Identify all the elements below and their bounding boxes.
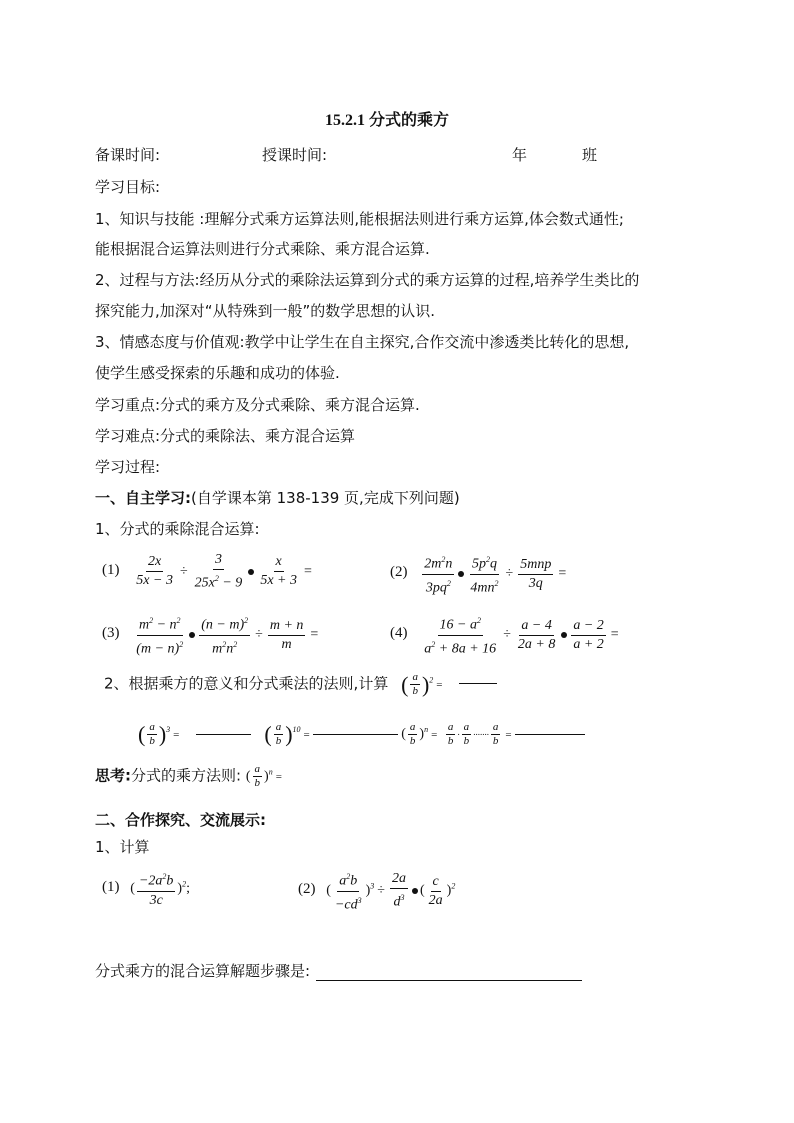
calc-2-formula: ( $\frac{a^2b}{-cd^3}$ )$^3$ ÷ $\frac{2a}{d^3}$ ( $\frac{c}{2a}$ )$^2$	[326, 883, 455, 898]
section2-heading: 二、合作探究、交流展示:	[95, 811, 266, 829]
tenth-power-answer-blank[interactable]	[313, 734, 398, 735]
expr-1	[102, 552, 315, 592]
section1-q1: 1、分式的乘除混合运算:	[95, 520, 260, 538]
section1-title	[95, 487, 460, 508]
expr-2-label: (2)	[390, 564, 408, 581]
calc-1-label: (1)	[102, 879, 120, 896]
section1-heading: 一、自主学习:	[95, 489, 191, 507]
goal-line-1: 1、知识与技能 :理解分式乘方运算法则,能根据法则进行乘方运算,体会数式通性;	[95, 210, 624, 228]
goal-line-5: 3、情感态度与价值观:教学中让学生在自主探究,合作交流中渗透类比转化的思想,	[95, 333, 630, 351]
think-line	[95, 764, 285, 789]
expr-1-formula: $\frac{2x}{5x - 3}$ ÷ $\frac{3}{25x^2 - 9}$ $\frac{x}{5x + 3}$ =	[136, 552, 312, 591]
section1-q2	[104, 672, 497, 697]
learning-difficulty: 学习难点:分式的乘除法、乘方混合运算	[95, 427, 356, 445]
expr-1-label: (1)	[102, 562, 120, 579]
steps-label: 分式乘方的混合运算解题步骤是:	[95, 962, 311, 980]
steps-line	[95, 960, 582, 981]
goals-heading: 学习目标:	[95, 178, 161, 196]
powers-line: ( $\frac{a}{b}$ )$^3$ = ( $\frac{a}{b}$ )$^{10}$ = ( $\frac{a}{b}$ )$^n$ = $\frac{a}{b}$ · $\frac{a}{b}$ ······· $\frac{a}{b}$ =	[138, 722, 585, 747]
calc-1-formula: ( $\frac{-2a^2b}{3c}$ )$^2$;	[130, 881, 190, 896]
goal-line-4: 探究能力,加深对“从特殊到一般”的数学思想的认识.	[95, 302, 436, 320]
think-formula: ( $\frac{a}{b}$ )$^n$ =	[245, 763, 282, 789]
q2-text: 2、根据乘方的意义和分式乘法的法则,计算	[104, 674, 389, 693]
think-label: 思考:	[95, 766, 131, 785]
learning-focus: 学习重点:分式的乘方及分式乘除、乘方混合运算.	[95, 396, 420, 414]
goal-line-3: 2、过程与方法:经历从分式的乘除法运算到分式的乘方运算的过程,培养学生类比的	[95, 271, 640, 289]
section2-q1: 1、计算	[95, 838, 150, 856]
calc-2	[298, 869, 455, 913]
q2-answer-blank[interactable]	[459, 683, 497, 684]
class-label: 班	[582, 146, 598, 164]
learning-process: 学习过程:	[95, 458, 161, 476]
calc-1	[102, 869, 190, 909]
year-label: 年	[512, 146, 528, 164]
cube-answer-blank[interactable]	[196, 734, 251, 735]
expr-4-formula: $\frac{16 - a^2}{a^2 + 8a + 16}$ ÷ $\frac{a - 4}{2a + 8}$ $\frac{a - 2}{a + 2}$ =	[420, 627, 621, 642]
nth-power-answer-blank[interactable]	[515, 734, 585, 735]
expr-3	[102, 613, 321, 657]
expr-2	[390, 552, 569, 596]
expr-2-formula: $\frac{2m^2n}{3pq^2}$ $\frac{5p^2q}{4mn^2}$ ÷ $\frac{\text{5mnp}}{3q}$ =	[420, 566, 569, 581]
q2-formula: ( $\frac{a}{b}$ )$^2$ =	[401, 671, 443, 697]
section1-note: (自学课本第 138-139 页,完成下列问题)	[191, 489, 460, 507]
steps-answer-blank[interactable]	[316, 980, 582, 981]
goal-line-6: 使学生感受探索的乐趣和成功的体验.	[95, 364, 340, 382]
expr-4	[390, 613, 622, 657]
expr-4-label: (4)	[390, 625, 408, 642]
calc-2-label: (2)	[298, 881, 316, 898]
goal-line-2: 能根据混合运算法则进行分式乘除、乘方混合运算.	[95, 240, 430, 258]
expr-3-formula: $\frac{m^2 - n^2}{(m - n)^2}$ $\frac{(n - m)^2}{m^2n^2}$ ÷ $\frac{m + n}{m}$ =	[132, 627, 321, 642]
prep-time-label: 备课时间:	[95, 146, 161, 164]
expr-3-label: (3)	[102, 625, 120, 642]
page-title: 15.2.1 分式的乘方	[325, 112, 450, 129]
think-text: 分式的乘方法则:	[131, 766, 242, 785]
teach-time-label: 授课时间:	[262, 146, 328, 164]
